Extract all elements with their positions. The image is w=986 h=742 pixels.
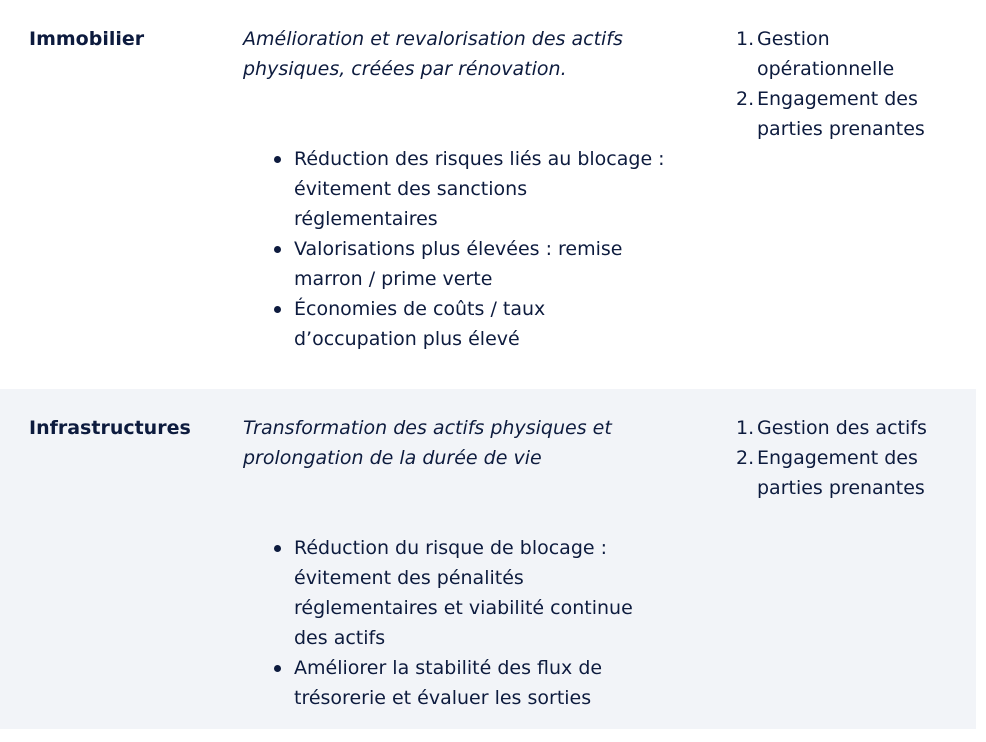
benefit-item (243, 294, 673, 354)
lever-label: Gestion des actifs (757, 417, 927, 439)
levers-cell (733, 413, 953, 503)
lever-item (733, 24, 953, 84)
lever-item (733, 84, 953, 144)
lever-label: Engagement des parties prenantes (757, 447, 925, 499)
lever-number: 1. (736, 28, 755, 50)
lever-number: 2. (736, 447, 755, 469)
asset-description: Amélioration et revalorisation des actifs physiques, créées par rénovation. (243, 28, 623, 80)
levers-list (733, 413, 953, 503)
benefit-text: Réduction du risque de blocage : évitement des pénalités réglementaires et viabilité continue des actifs (294, 537, 633, 649)
lever-label: Engagement des parties prenantes (757, 88, 925, 140)
lever-number: 1. (736, 417, 755, 439)
levers-list (733, 24, 953, 144)
benefit-item (243, 234, 673, 294)
benefit-item (243, 653, 673, 713)
benefit-text: Réduction des risques liés au blocage : évitement des sanctions réglementaires (294, 148, 665, 230)
benefit-text: Améliorer la stabilité des flux de trésorerie et évaluer les sorties (294, 657, 603, 709)
benefit-item (243, 533, 673, 653)
lever-label: Gestion opérationnelle (757, 28, 895, 80)
benefits-list (243, 144, 673, 354)
asset-description: Transformation des actifs physiques et prolongation de la durée de vie (243, 417, 612, 469)
asset-description-cell (243, 413, 673, 713)
asset-description-cell (243, 24, 673, 354)
benefit-text: Valorisations plus élevées : remise marron / prime verte (294, 238, 623, 290)
lever-number: 2. (736, 88, 755, 110)
asset-class-name: Infrastructures (29, 417, 191, 439)
asset-class-name: Immobilier (29, 28, 145, 50)
lever-item (733, 413, 953, 443)
lever-item (733, 443, 953, 503)
benefit-text: Économies de coûts / taux d’occupation plus élevé (294, 298, 546, 350)
benefit-item (243, 144, 673, 234)
table-row-infrastructures (0, 389, 976, 729)
benefits-list (243, 533, 673, 713)
levers-cell (733, 24, 953, 144)
